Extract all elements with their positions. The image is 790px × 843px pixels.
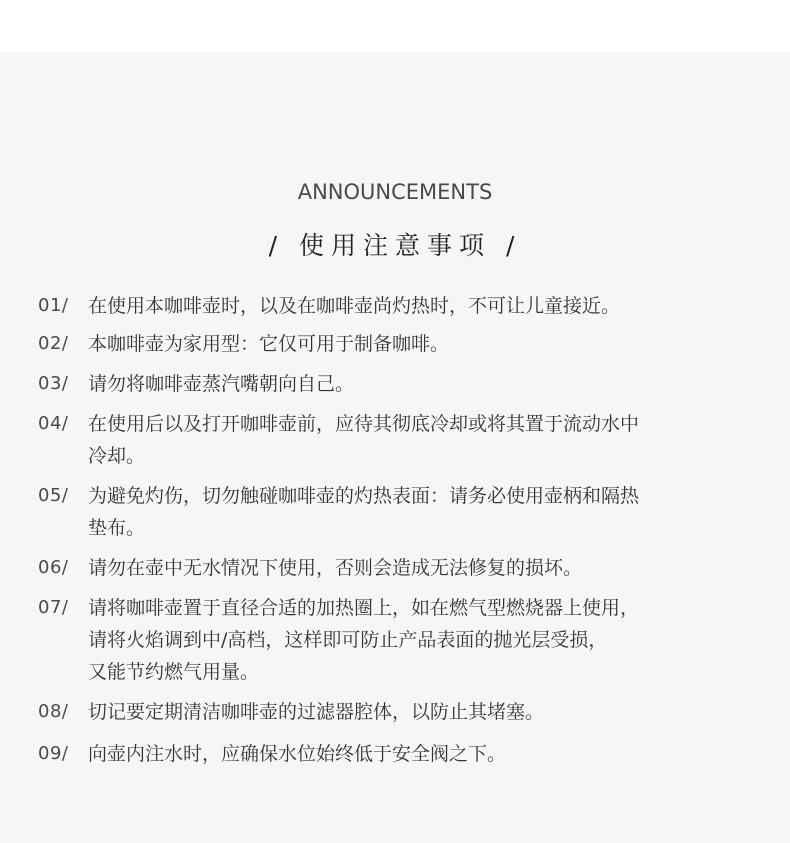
list-item xyxy=(38,290,738,322)
item-number: 06/ xyxy=(38,557,69,578)
list-item xyxy=(38,480,738,544)
list-item xyxy=(38,328,738,360)
item-number: 02/ xyxy=(38,333,69,354)
item-number: 03/ xyxy=(38,373,69,394)
list-item xyxy=(38,592,738,688)
item-text: 请将咖啡壶置于直径合适的加热圈上，如在燃气型燃烧器上使用， 请将火焰调到中/高档，这样即可防止产品表面的抛光层受损， 又能节约燃气用量。 xyxy=(88,597,640,683)
item-number: 01/ xyxy=(38,295,69,316)
item-text: 在使用本咖啡壶时，以及在咖啡壶尚灼热时，不可让儿童接近。 xyxy=(88,295,621,317)
section-eyebrow: ANNOUNCEMENTS xyxy=(297,180,493,204)
item-number: 04/ xyxy=(38,413,69,434)
item-text: 在使用后以及打开咖啡壶前，应待其彻底冷却或将其置于流动水中 冷却。 xyxy=(88,413,640,467)
list-item xyxy=(38,368,738,400)
item-text: 向壶内注水时，应确保水位始终低于安全阀之下。 xyxy=(88,743,507,765)
item-text: 切记要定期清洁咖啡壶的过滤器腔体，以防止其堵塞。 xyxy=(88,701,545,723)
list-item xyxy=(38,696,738,728)
item-number: 07/ xyxy=(38,597,69,618)
item-text: 本咖啡壶为家用型：它仅可用于制备咖啡。 xyxy=(88,333,450,355)
item-number: 05/ xyxy=(38,485,69,506)
list-item xyxy=(38,552,738,584)
item-text: 请勿将咖啡壶蒸汽嘴朝向自己。 xyxy=(88,373,355,395)
item-text: 为避免灼伤，切勿触碰咖啡壶的灼热表面：请务必使用壶柄和隔热 垫布。 xyxy=(88,485,640,539)
item-number: 08/ xyxy=(38,701,69,722)
item-number: 09/ xyxy=(38,743,69,764)
page-title: / 使用注意事项 / xyxy=(268,231,522,260)
list-item xyxy=(38,738,738,770)
item-text: 请勿在壶中无水情况下使用，否则会造成无法修复的损坏。 xyxy=(88,557,583,579)
list-item xyxy=(38,408,738,472)
